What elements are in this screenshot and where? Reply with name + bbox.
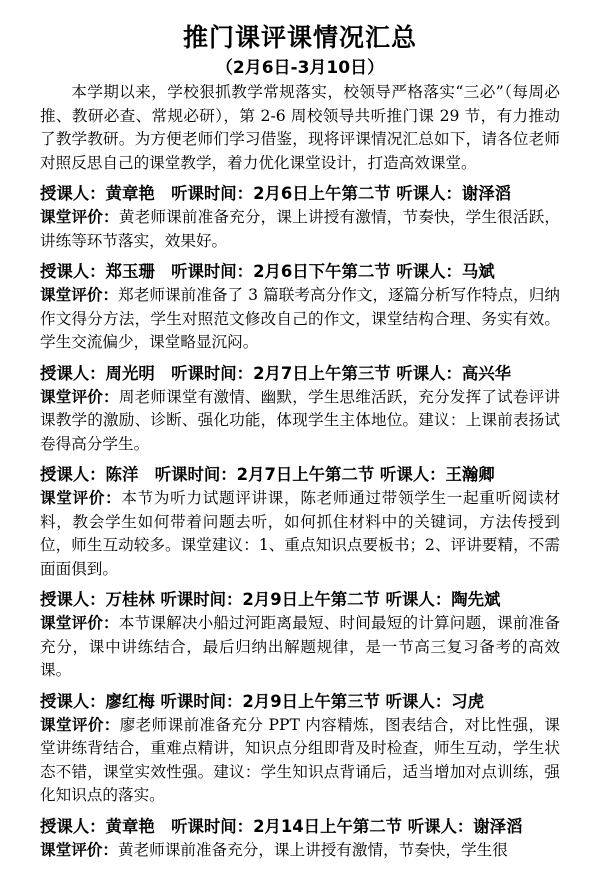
evaluation-text: 黄老师课前准备充分，课上讲授有激情，节奏快，学生很 — [117, 840, 508, 859]
evaluation-entry — [40, 462, 560, 581]
evaluation-text: 郑老师课前准备了 3 篇联考高分作文，逐篇分析写作特点，归纳作文得分方法，学生对照范文修改自己的作文，课堂结构合理、务实有效。学生交流偏少，课堂略显沉闷。 — [40, 286, 560, 351]
evaluation-entry — [40, 814, 560, 863]
entry-evaluation — [40, 487, 560, 581]
evaluation-label: 课堂评价： — [40, 286, 119, 304]
entry-evaluation — [40, 284, 560, 355]
entry-header: 授课人：廖红梅 听课时间：2月9日上午第三节 听课人：习虎 — [40, 691, 484, 711]
evaluation-label: 课堂评价： — [40, 489, 122, 507]
entry-evaluation — [40, 206, 560, 253]
entry-header: 授课人：周光明 听课时间：2月7日上午第三节 听课人：高兴华 — [40, 363, 512, 383]
evaluation-label: 课堂评价： — [40, 840, 118, 859]
evaluation-label: 课堂评价： — [40, 208, 119, 226]
document-title: 推门课评课情况汇总 — [182, 23, 417, 52]
entry-header: 授课人：陈洋 听课时间：2月7日上午第二节 听课人：王瀚卿 — [40, 465, 495, 484]
evaluation-entry — [40, 689, 560, 808]
entry-header: 授课人：万桂林 听课时间：2月9日上午第二节 听课人：陶先斌 — [40, 590, 501, 609]
entry-evaluation — [40, 612, 560, 683]
evaluation-entry — [40, 361, 560, 457]
entry-evaluation — [40, 386, 560, 457]
evaluation-text: 周老师课堂有激情、幽默，学生思维活跃，充分发挥了试卷评讲课教学的激励、诊断、强化功能，体现学生主体地位。建议：上课前表扬试卷得高分学生。 — [40, 387, 560, 453]
evaluation-entry — [40, 259, 560, 355]
entry-evaluation — [40, 839, 560, 863]
evaluation-entry — [40, 181, 560, 253]
entry-evaluation — [40, 714, 560, 808]
evaluation-text: 黄老师课前准备充分，课上讲授有激情，节奏快，学生很活跃，讲练等环节落实，效果好。 — [40, 208, 560, 250]
evaluation-label: 课堂评价： — [40, 387, 119, 406]
evaluation-label: 课堂评价： — [40, 715, 120, 734]
evaluation-text: 廖老师课前准备充分 PPT 内容精炼，图表结合，对比性强，课堂讲练背结合，重难点精讲，知识点分组即背及时检查，师生互动，学生状态不错，课堂实效性强。建议：学生知识点背诵后，适当增加对点训练，强化知识点的落实。 — [40, 715, 560, 804]
document-body — [40, 81, 560, 862]
entry-header: 授课人：黄章艳 听课时间：2月14日上午第二节 听课人：谢泽滔 — [40, 816, 523, 836]
evaluation-text: 本节课解决小船过河距离最短、时间最短的计算问题，课前准备充分，课中讲练结合，最后归纳出解题规律，是一节高三复习备考的高效课。 — [40, 614, 560, 679]
date-range-subtitle: （2月6日-3月10日） — [215, 58, 385, 78]
evaluation-entry — [40, 587, 560, 683]
evaluation-text: 本节为听力试题评讲课，陈老师通过带领学生一起重听阅读材料，教会学生如何带着问题去听，如何抓住材料中的关键词，方法传授到位，师生互动较多。课堂建议：1、重点知识点要板书；2、评讲要精，不需面面俱到。 — [40, 489, 560, 578]
evaluation-label: 课堂评价： — [40, 614, 119, 632]
entry-header: 授课人：黄章艳 听课时间：2月6日上午第二节 听课人：谢泽滔 — [40, 184, 512, 203]
entry-header: 授课人：郑玉珊 听课时间：2月6日下午第二节 听课人：马斌 — [40, 262, 495, 281]
intro-paragraph: 本学期以来，学校狠抓教学常规落实，校领导严格落实“三必”（每周必推、教研必查、常规必研），第 2-6 周校领导共听推门课 29 节，有力推动了教学教研。为方便老师们学习借鉴，现将评课情况汇总如下，请各位老师对照反思自己的课堂教学，着力优化课堂设计，打造高效课堂。 — [40, 83, 560, 172]
